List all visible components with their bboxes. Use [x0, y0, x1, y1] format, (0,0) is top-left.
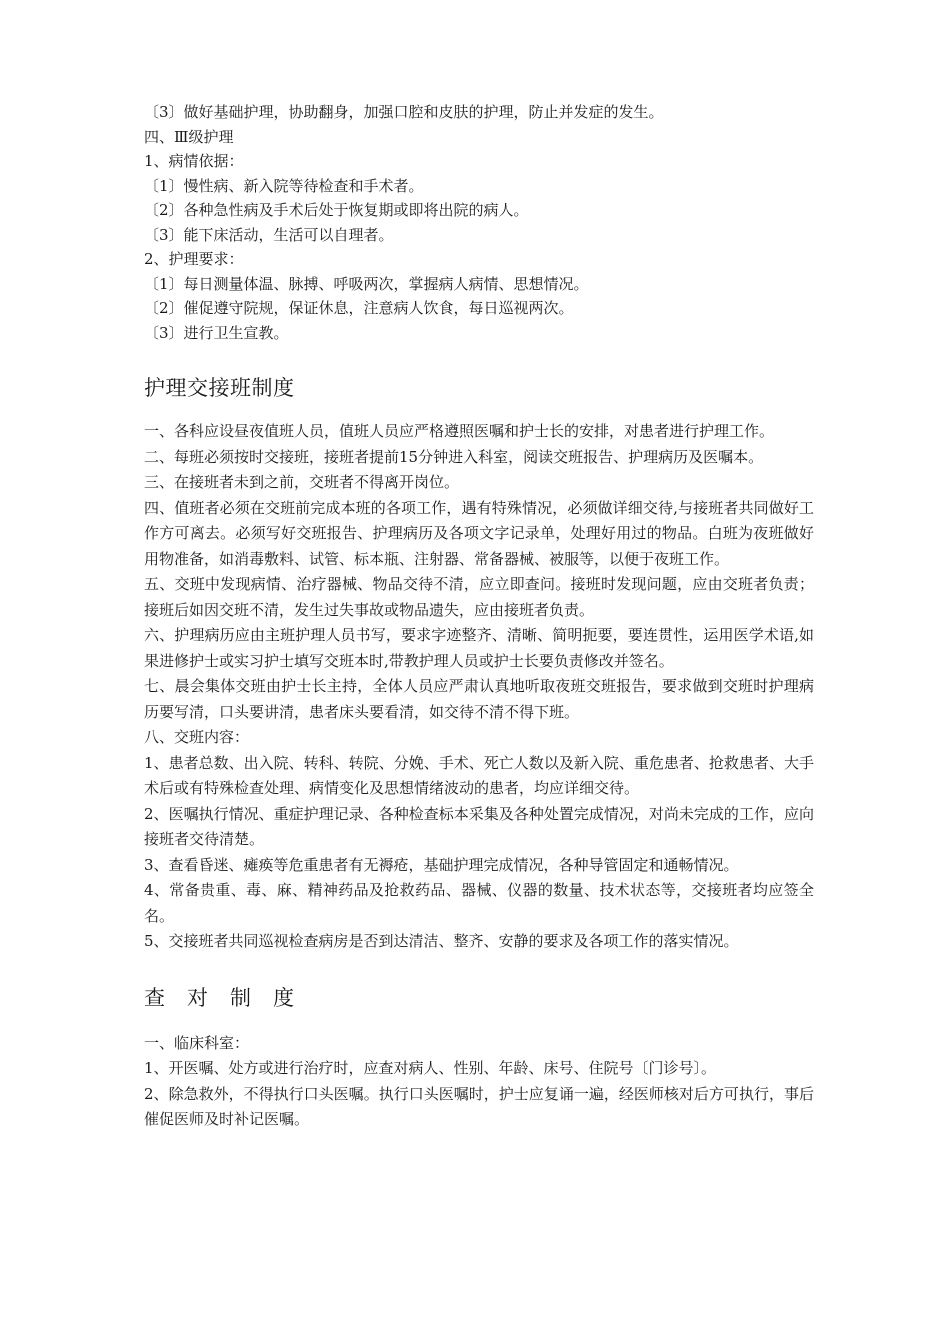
paragraph: 八、交班内容：	[144, 728, 250, 746]
paragraph: 3、查看昏迷、瘫痪等危重患者有无褥疮，基础护理完成情况，各种导管固定和通畅情况。	[144, 855, 739, 874]
paragraph: 五、交班中发现病情、治疗器械、物品交待不清，应立即查问。接班时发现问题，应由交班者负责；接班后如因交班不清，发生过失事故或物品遗失，应由接班者负责。	[144, 575, 814, 619]
text-line: 〔2〕催促遵守院规，保证休息，注意病人饮食，每日巡视两次。	[144, 299, 574, 317]
paragraph: 5、交接班者共同巡视检查病房是否到达清洁、整齐、安静的要求及各项工作的落实情况。	[144, 932, 739, 950]
paragraph: 三、在接班者未到之前，交班者不得离开岗位。	[144, 473, 460, 491]
text-line: 〔3〕能下床活动，生活可以自理者。	[144, 225, 394, 244]
text-line: 〔3〕做好基础护理，协助翻身，加强口腔和皮肤的护理，防止并发症的发生。	[144, 103, 664, 121]
handover-rules-section	[144, 419, 814, 955]
paragraph: 1、患者总数、出入院、转科、转院、分娩、手术、死亡人数以及新入院、重危患者、抢救患者、大手术后或有特殊检查处理、病情变化及思想情绪波动的患者，均应详细交待。	[144, 753, 814, 797]
text-line: 1、病情依据：	[144, 152, 244, 170]
paragraph: 1、开医嘱、处方或进行治疗时，应查对病人、性别、年龄、床号、住院号〔门诊号〕。	[144, 1059, 717, 1077]
paragraph: 二、每班必须按时交接班，接班者提前15分钟进入科室，阅读交班报告、护理病历及医嘱本。	[144, 447, 764, 466]
paragraph: 七、晨会集体交班由护士长主持，全体人员应严肃认真地听取夜班交班报告，要求做到交班时护理病历要写清，口头要讲清，患者床头要看清，如交待不清不得下班。	[144, 677, 814, 721]
paragraph: 四、值班者必须在交班前完成本班的各项工作，遇有特殊情况，必须做详细交待,与接班者共同做好工作方可离去。必须写好交班报告、护理病历及各项文字记录单，处理好用过的物品。白班为夜班做好用物准备，如消毒敷料、试管、标本瓶、注射器、常备器械、被服等，以便于夜班工作。	[144, 498, 814, 568]
verification-rules-section	[144, 1031, 814, 1133]
paragraph: 2、除急救外，不得执行口头医嘱。执行口头医嘱时，护士应复诵一遍，经医师核对后方可执行，事后催促医师及时补记医嘱。	[144, 1084, 814, 1128]
paragraph: 4、常备贵重、毒、麻、精神药品及抢救药品、器械、仪器的数量、技术状态等，交接班者均应签全名。	[144, 881, 814, 925]
paragraph: 一、临床科室：	[144, 1033, 250, 1052]
paragraph: 一、各科应设昼夜值班人员，值班人员应严格遵照医嘱和护士长的安排，对患者进行护理工作。	[144, 422, 775, 440]
text-line: 〔1〕每日测量体温、脉搏、呼吸两次，掌握病人病情、思想情况。	[144, 274, 589, 293]
paragraph: 2、医嘱执行情况、重症护理记录、各种检查标本采集及各种处置完成情况，对尚未完成的工作，应向接班者交待清楚。	[144, 804, 814, 848]
text-line: 〔1〕慢性病、新入院等待检查和手术者。	[144, 176, 424, 195]
grade-three-nursing-section	[144, 100, 814, 345]
paragraph: 六、护理病历应由主班护理人员书写，要求字迹整齐、清晰、简明扼要，要连贯性，运用医学术语,如果进修护士或实习护士填写交班本时,带教护理人员或护士长要负责修改并签名。	[144, 626, 814, 670]
text-line: 2、护理要求：	[144, 250, 244, 268]
section-heading-handover: 护理交接班制度	[144, 376, 295, 400]
text-line: 四、Ⅲ级护理	[144, 127, 234, 146]
text-line: 〔3〕进行卫生宣教。	[144, 323, 289, 342]
section-heading-verification: 查对制度	[144, 985, 316, 1010]
document-page	[144, 100, 814, 1133]
text-line: 〔2〕各种急性病及手术后处于恢复期或即将出院的病人。	[144, 201, 529, 219]
